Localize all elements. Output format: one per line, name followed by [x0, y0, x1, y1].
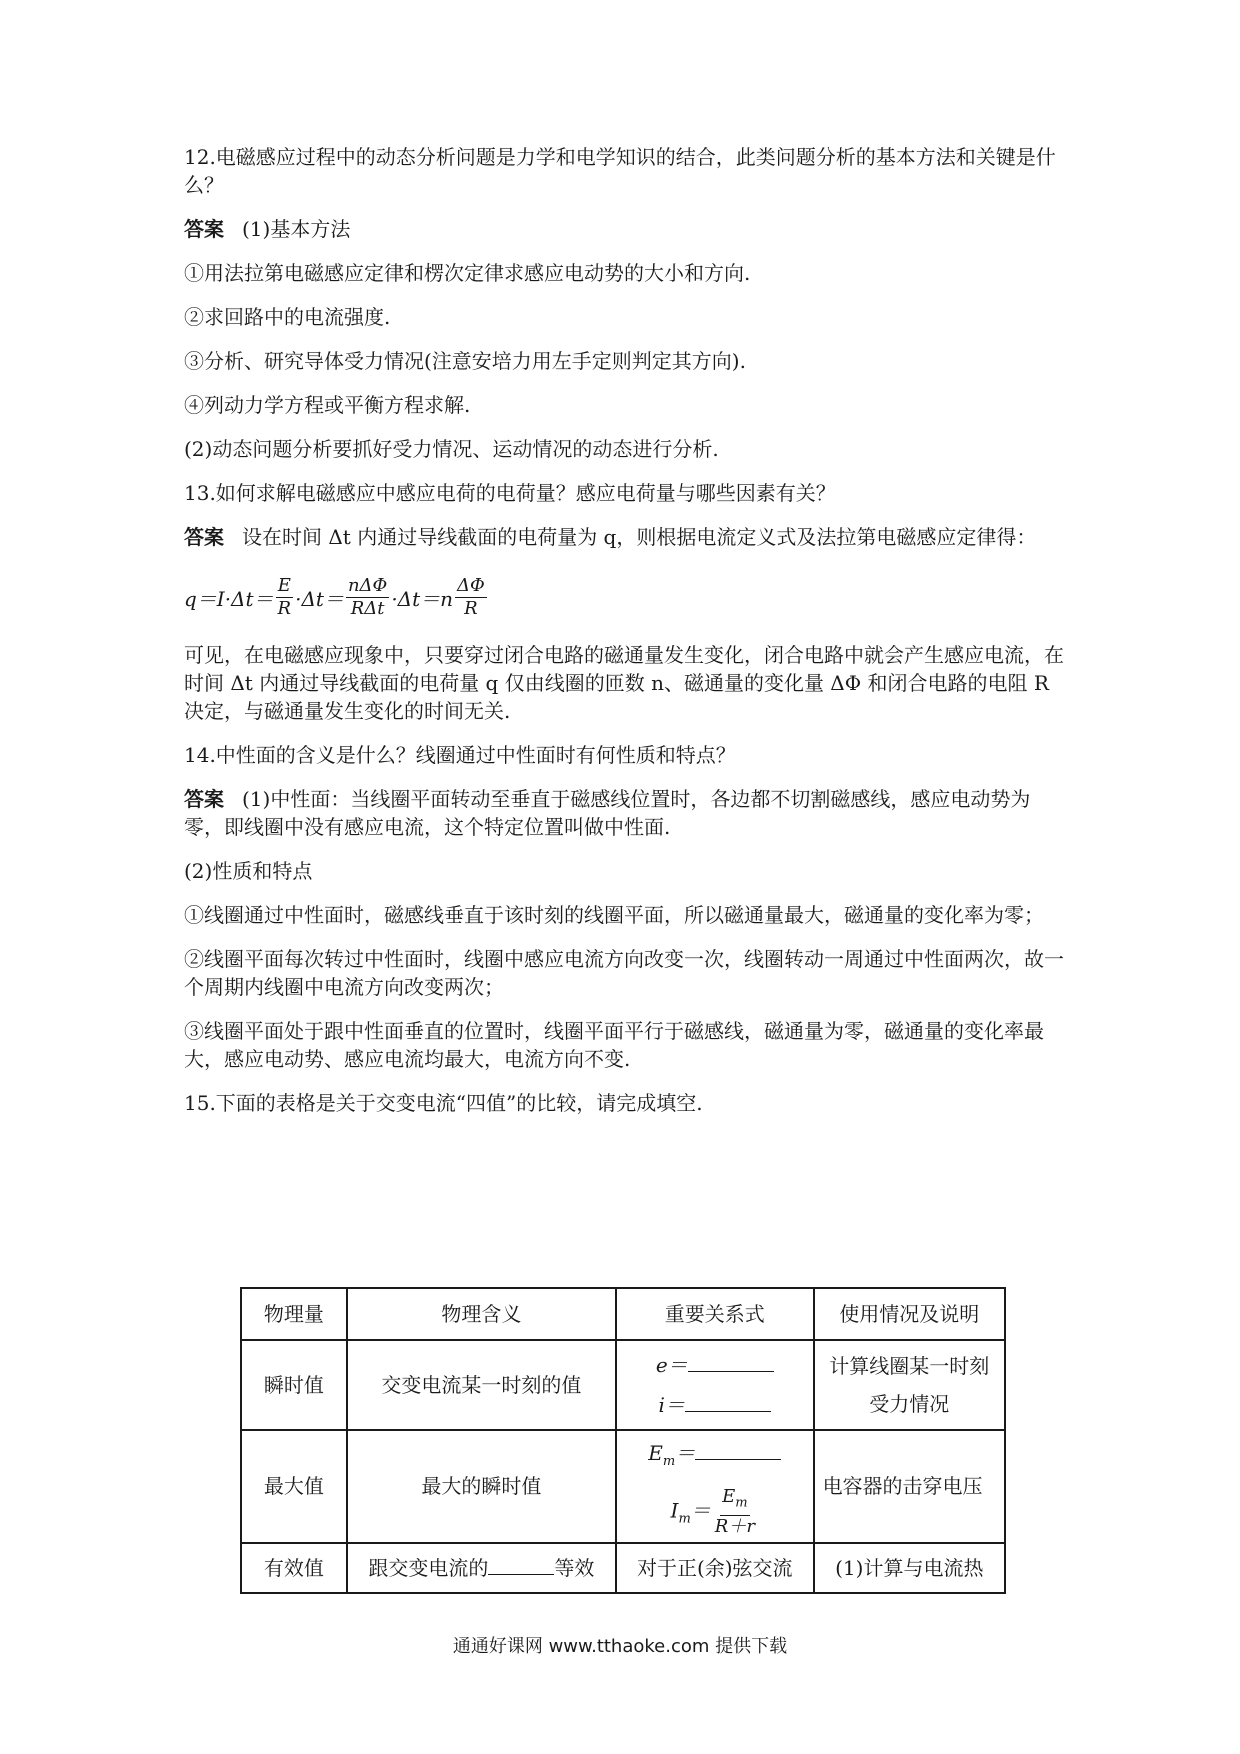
relation-line [625, 1435, 805, 1480]
quantity-meaning [347, 1543, 616, 1593]
numerator-e: E [722, 1486, 736, 1507]
fraction-dphi-over-r [455, 575, 487, 620]
quantity-usage: 电容器的击穿电压 [814, 1430, 1005, 1543]
question-15: 15.下面的表格是关于交变电流“四值”的比较，请完成填空. [184, 1091, 703, 1115]
formula-mid-2: ·Δt＝n [391, 586, 454, 611]
quantity-name: 最大值 [241, 1430, 347, 1543]
table-header: 重要关系式 [616, 1288, 814, 1340]
table-header: 物理含义 [347, 1288, 616, 1340]
quantity-usage: (1)计算与电流热 [814, 1543, 1005, 1593]
meaning-suffix: 等效 [554, 1555, 595, 1580]
page-footer: 通通好课网 www.tthaoke.com 提供下载 [452, 1636, 788, 1657]
answer-12-head [184, 215, 1064, 243]
table-row [241, 1543, 1005, 1593]
fraction-numerator [720, 1486, 749, 1516]
fraction-denominator: R＋r [714, 1515, 755, 1537]
answer-12-item-1: ①用法拉第电磁感应定律和楞次定律求感应电动势的大小和方向. [184, 261, 751, 285]
question-12: 12.电磁感应过程中的动态分析问题是力学和电学知识的结合，此类问题分析的基本方法和关键是什么？ [184, 145, 1056, 197]
quantity-meaning: 最大的瞬时值 [347, 1430, 616, 1543]
relation-i: i＝ [658, 1393, 685, 1417]
table-header: 物理量 [241, 1288, 347, 1340]
table-row [241, 1430, 1005, 1543]
fraction-denominator: R [277, 597, 292, 619]
quantity-usage: 计算线圈某一时刻受力情况 [814, 1340, 1005, 1430]
answer-14-item-3: ③线圈平面处于跟中性面垂直的位置时，线圈平面平行于磁感线，磁通量为零，磁通量的变化率最大，感应电动势、感应电流均最大，电流方向不变. [184, 1019, 1044, 1071]
relation-line [625, 1385, 805, 1425]
fraction-ndphi-over-rdt [346, 575, 389, 620]
subscript: m [735, 1495, 748, 1511]
fraction-numerator: nΔΦ [347, 574, 388, 596]
answer-14-body: (1)中性面：当线圈平面转动至垂直于磁感线位置时，各边都不切割磁感线，感应电动势为零，即线圈中没有感应电流，这个特定位置叫做中性面. [184, 787, 1031, 839]
formula-mid-1: ·Δt＝ [295, 586, 344, 611]
formula-lhs: q＝I·Δt＝ [184, 586, 274, 611]
quantity-relation [616, 1430, 814, 1543]
relation-equals: ＝ [690, 1498, 711, 1523]
quantity-relation: 对于正(余)弦交流 [616, 1543, 814, 1593]
answer-label: 答案 [184, 525, 224, 549]
answer-12-item-3: ③分析、研究导体受力情况(注意安培力用左手定则判定其方向). [184, 349, 746, 373]
relation-line [625, 1345, 805, 1385]
meaning-prefix: 跟交变电流的 [368, 1555, 489, 1580]
table-header-row [241, 1288, 1005, 1340]
relation-em: E [648, 1441, 663, 1465]
fill-blank[interactable] [488, 1556, 554, 1575]
subscript: m [662, 1454, 676, 1469]
relation-e: e＝ [655, 1353, 688, 1377]
answer-13-body: 设在时间 Δt 内通过导线截面的电荷量为 q，则根据电流定义式及法拉第电磁感应定律得： [242, 525, 1037, 549]
question-13: 13.如何求解电磁感应中感应电荷的电荷量？感应电荷量与哪些因素有关？ [184, 481, 836, 505]
document-body [184, 143, 1064, 1133]
four-values-table [240, 1287, 1006, 1594]
charge-formula [184, 567, 1064, 627]
answer-14-item-2: ②线圈平面每次转过中性面时，线圈中感应电流方向改变一次，线圈转动一周通过中性面两次，故一个周期内线圈中电流方向改变两次； [184, 947, 1064, 999]
fraction-denominator: R [464, 597, 478, 619]
answer-14-subhead: (2)性质和特点 [184, 859, 313, 883]
subscript: m [678, 1511, 691, 1527]
fraction-em-over-r-plus-r [713, 1486, 757, 1538]
fraction-denominator: RΔt [350, 597, 385, 619]
table-row [241, 1340, 1005, 1430]
answer-label: 答案 [184, 787, 224, 811]
fill-blank[interactable] [695, 1441, 781, 1460]
fill-blank[interactable] [685, 1393, 771, 1412]
fraction-e-over-r [276, 575, 294, 620]
answer-12-item-2: ②求回路中的电流强度. [184, 305, 391, 329]
fraction-numerator: E [277, 574, 291, 596]
answer-13-text [184, 523, 1064, 551]
relation-line [625, 1480, 805, 1538]
quantity-name: 有效值 [241, 1543, 347, 1593]
question-14: 14.中性面的含义是什么？线圈通过中性面时有何性质和特点？ [184, 743, 736, 767]
answer-13-conclusion: 可见，在电磁感应现象中，只要穿过闭合电路的磁通量发生变化，闭合电路中就会产生感应电流，在时间 Δt 内通过导线截面的电荷量 q 仅由线圈的匝数 n、磁通量的变化量 ΔΦ 和闭合电路的电阻 R 决定，与磁通量发生变化的时间无关. [184, 643, 1064, 723]
quantity-name: 瞬时值 [241, 1340, 347, 1430]
relation-equals: ＝ [675, 1441, 696, 1465]
quantity-meaning: 交变电流某一时刻的值 [347, 1340, 616, 1430]
answer-14-text [184, 785, 1064, 841]
quantity-relation [616, 1340, 814, 1430]
answer-12-subhead: (1)基本方法 [242, 217, 351, 241]
fill-blank[interactable] [688, 1353, 774, 1372]
answer-14-item-1: ①线圈通过中性面时，磁感线垂直于该时刻的线圈平面，所以磁通量最大，磁通量的变化率为零； [184, 903, 1044, 927]
fraction-numerator: ΔΦ [457, 574, 485, 596]
answer-12-item-5: (2)动态问题分析要抓好受力情况、运动情况的动态进行分析. [184, 437, 719, 461]
relation-im: I [670, 1498, 679, 1523]
table-header: 使用情况及说明 [814, 1288, 1005, 1340]
answer-label: 答案 [184, 217, 224, 241]
answer-12-item-4: ④列动力学方程或平衡方程求解. [184, 393, 471, 417]
